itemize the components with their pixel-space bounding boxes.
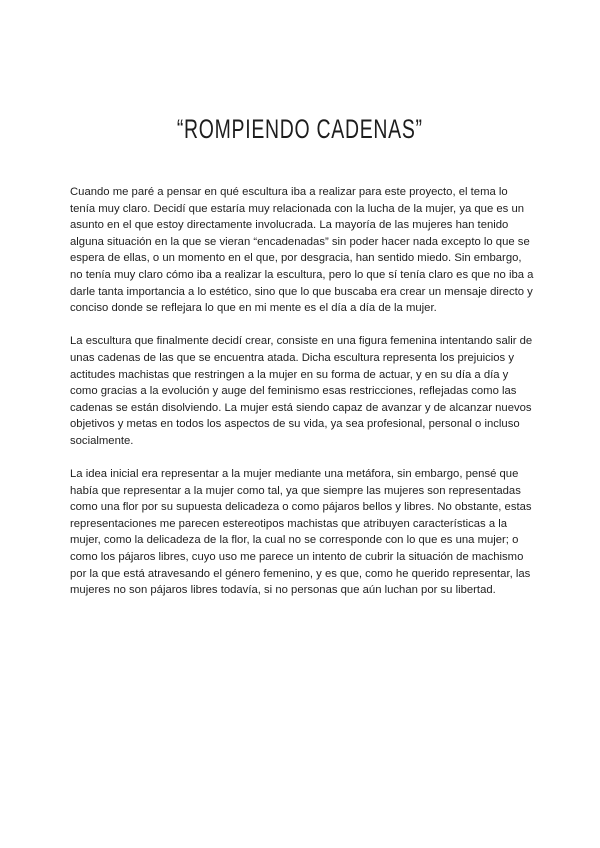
paragraph: Cuando me paré a pensar en qué escultura iba a realizar para este proyecto, el tema lo tenía muy claro. Decidí que estaría muy relacionada con la lucha de la mujer, ya que es un asunto en el que estoy directamente involucrada. La mayoría de las mujeres han tenido alguna situación en la que se vieran “encadenadas” sin poder hacer nada excepto lo que se espera de ellas, o un momento en el que, por desgracia, han sentido miedo. Sin embargo, no tenía muy claro cómo iba a realizar la escultura, pero lo que sí tenía claro es que no iba a darle tanta importancia a lo estético, sino que lo que buscaba era crear un mensaje directo y conciso donde se reflejara lo que en mi mente es el día a día de la mujer. (70, 186, 534, 315)
paragraph: La escultura que finalmente decidí crear, consiste en una figura femenina intentando salir de unas cadenas de las que se encuentra atada. Dicha escultura representa los prejuicios y actitudes machistas que restringen a la mujer en su forma de actuar, y en su día a día y como gracias a la evolución y auge del feminismo esas restricciones, reflejadas como las cadenas se están disolviendo. La mujer está siendo capaz de avanzar y de alcanzar nuevos objetivos y metas en todos los aspectos de su vida, ya sea profesional, personal o incluso socialmente. (70, 335, 533, 447)
page-title (0, 114, 600, 149)
document-body (70, 184, 535, 615)
paragraph: La idea inicial era representar a la mujer mediante una metáfora, sin embargo, pensé que había que representar a la mujer como tal, ya que siempre las mujeres son representadas como una flor por su supuesta delicadeza o como pájaros bellos y libres. No obstante, estas representaciones me parecen estereotipos machistas que atribuyen características a la mujer, como la delicadeza de la flor, la cual no se corresponde con lo que es una mujer; o como los pájaros libres, cuyo uso me parece un intento de cubrir la situación de machismo por la que está atravesando el género femenino, y es que, como he querido representar, las mujeres no son pájaros libres todavía, si no personas que aún luchan por su libertad. (70, 468, 532, 597)
page-title-text: “ROMPIENDO CADENAS” (177, 114, 423, 144)
